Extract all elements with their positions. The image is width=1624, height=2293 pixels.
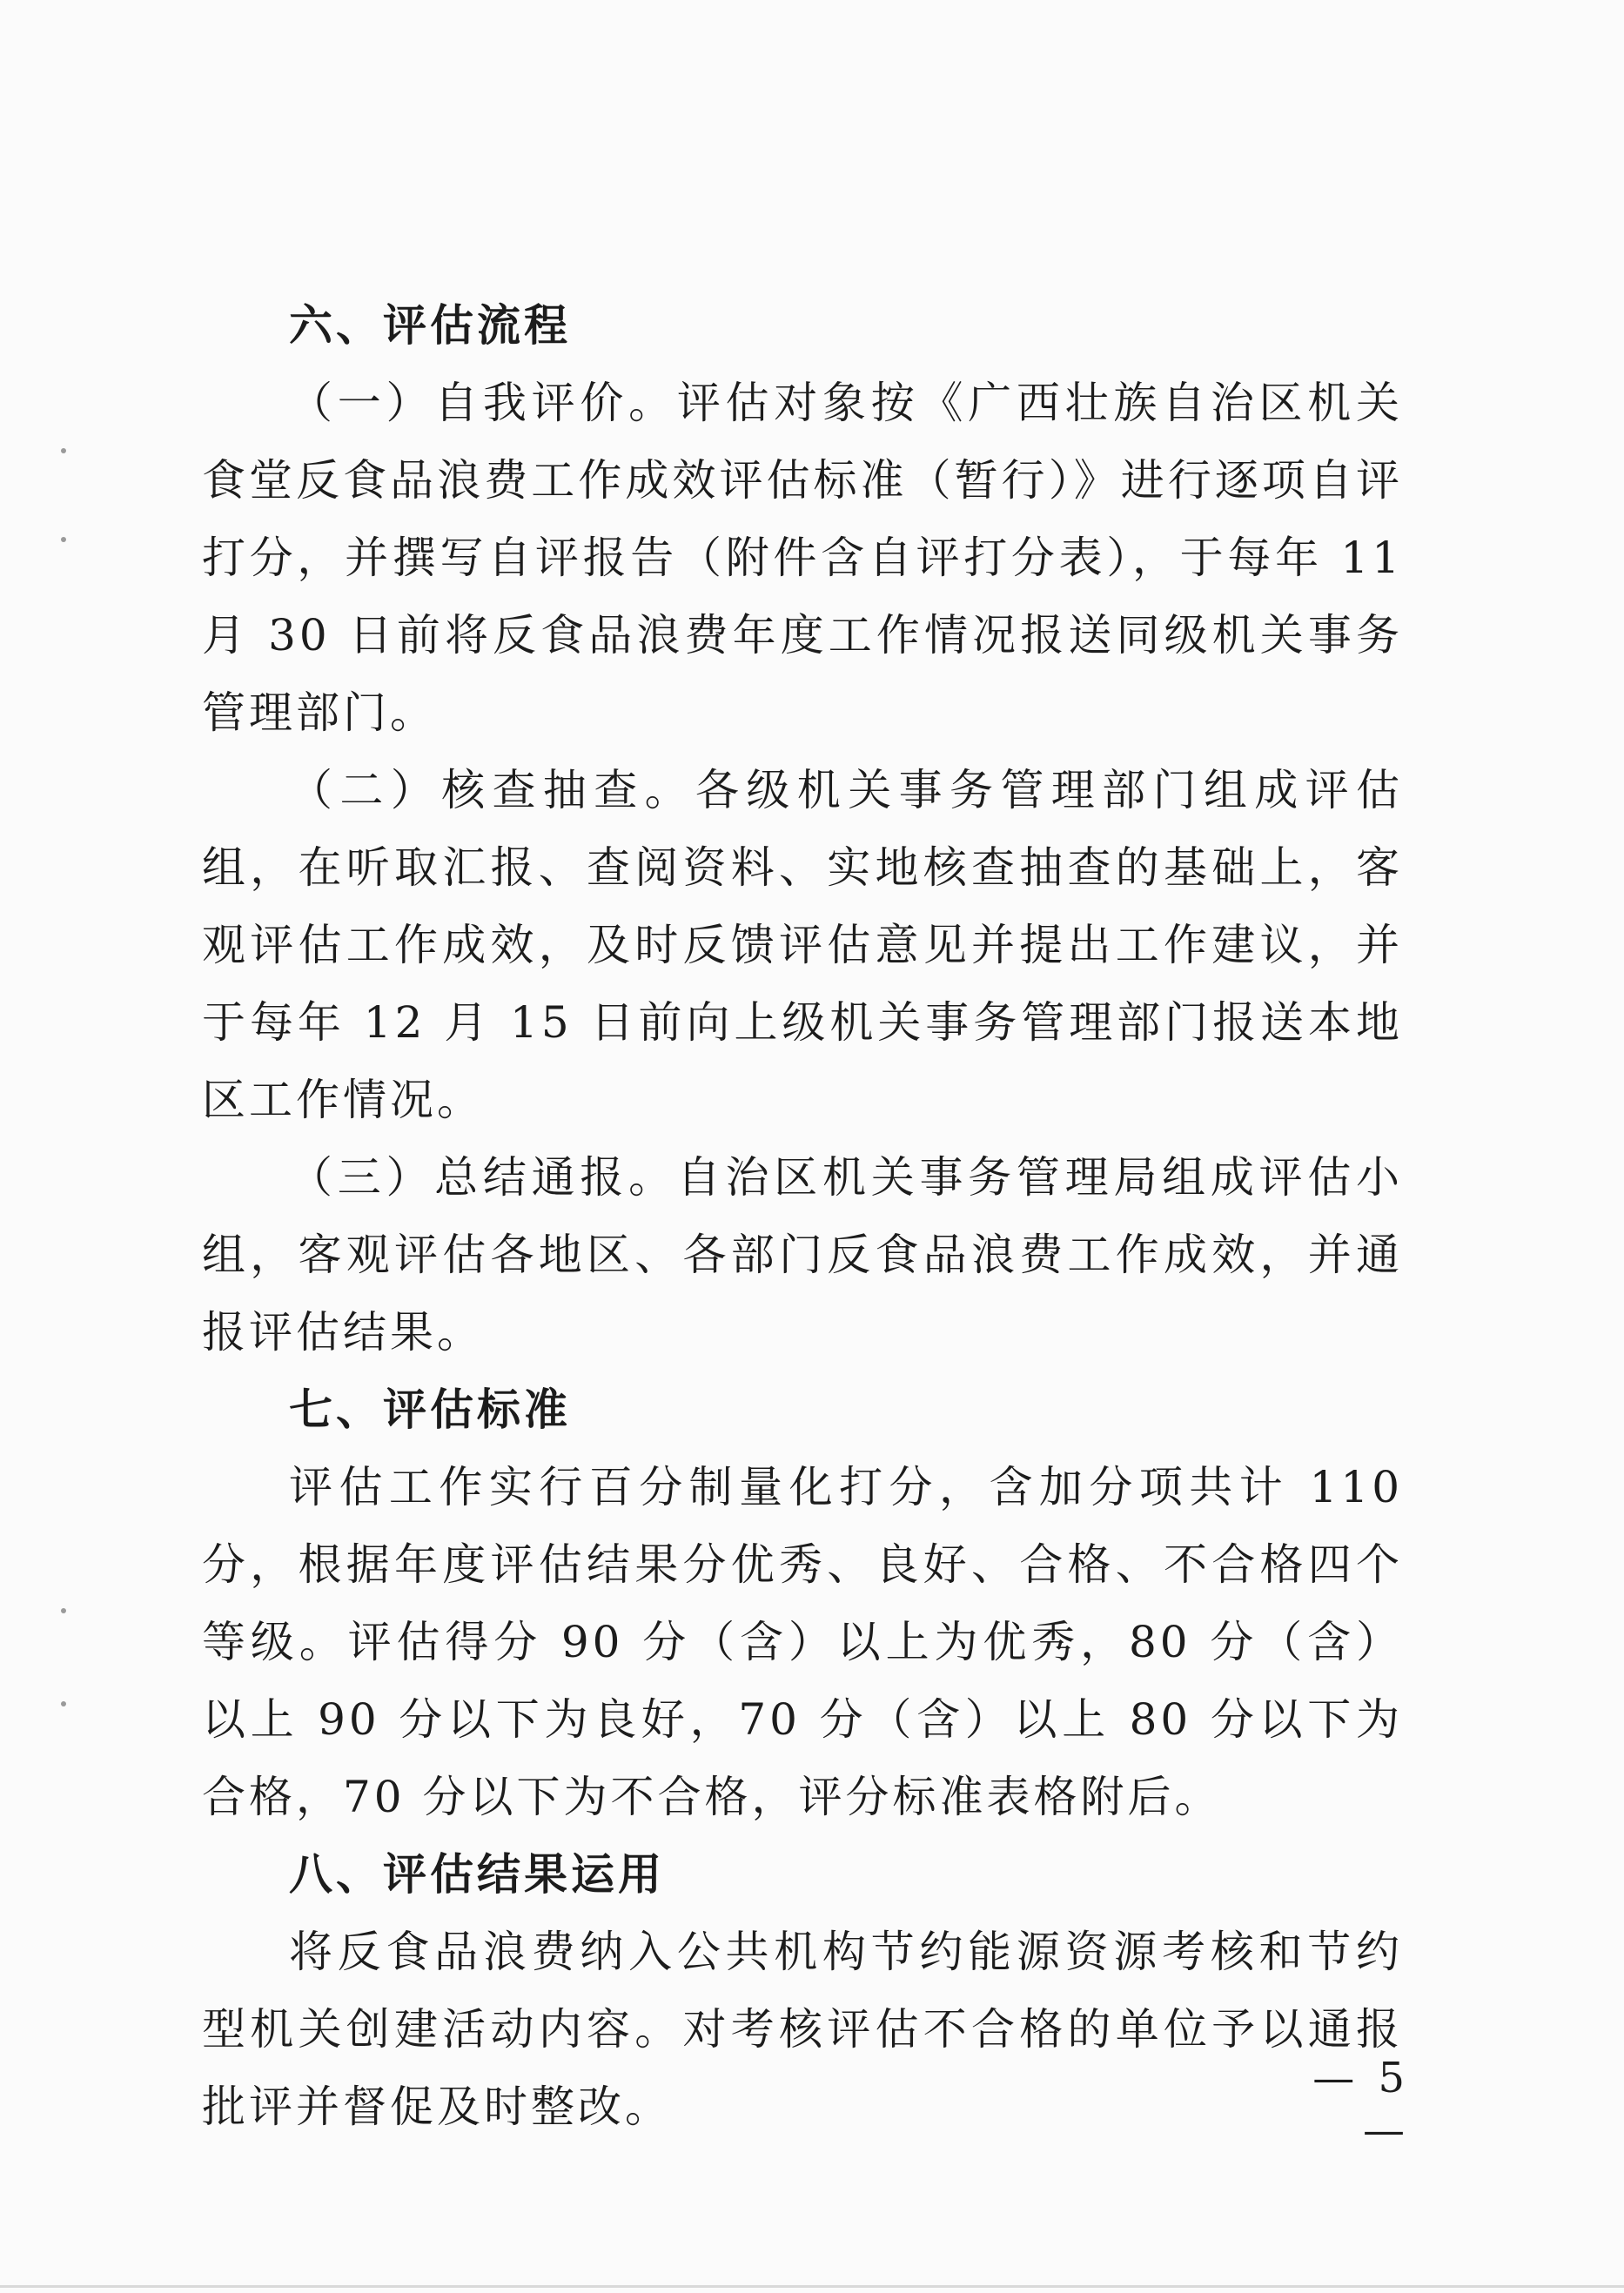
scan-dot-mark: [61, 1701, 66, 1706]
paragraph-self-evaluation: （一）自我评价。评估对象按《广西壮族自治区机关食堂反食品浪费工作成效评估标准（暂行）》进行逐项自评打分，并撰写自评报告（附件含自评打分表），于每年 11 月 30 日前将反食品浪费年度工作情况报送同级机关事务管理部门。: [202, 378, 1403, 738]
scan-dot-mark: [61, 537, 66, 542]
scan-bottom-edge: [0, 2285, 1624, 2288]
scan-dot-mark: [61, 448, 66, 453]
scan-dot-mark: [61, 1608, 66, 1613]
page-number: — 5 —: [1312, 2054, 1410, 2155]
document-body: [202, 287, 1403, 2146]
paragraph-verification-check: （二）核查抽查。各级机关事务管理部门组成评估组，在听取汇报、查阅资料、实地核查抽查的基础上，客观评估工作成效，及时反馈评估意见并提出工作建议，并于每年 12 月 15 日前向上级机关事务管理部门报送本地区工作情况。: [202, 765, 1403, 1125]
section-heading-evaluation-standard: 七、评估标准: [289, 1385, 571, 1435]
paragraph-summary-report: （三）总结通报。自治区机关事务管理局组成评估小组，客观评估各地区、各部门反食品浪费工作成效，并通报评估结果。: [202, 1152, 1403, 1358]
paragraph-result-application: 将反食品浪费纳入公共机构节约能源资源考核和节约型机关创建活动内容。对考核评估不合格的单位予以通报批评并督促及时整改。: [202, 1927, 1403, 2132]
paragraph-scoring-standard: 评估工作实行百分制量化打分，含加分项共计 110 分，根据年度评估结果分优秀、良好、合格、不合格四个等级。评估得分 90 分（含）以上为优秀，80 分（含）以上 90 分以下为良好，70 分（含）以上 80 分以下为合格，70 分以下为不合格，评分标准表格附后。: [202, 1462, 1403, 1822]
section-heading-evaluation-process: 六、评估流程: [289, 300, 571, 351]
section-heading-result-application: 八、评估结果运用: [289, 1849, 665, 1900]
